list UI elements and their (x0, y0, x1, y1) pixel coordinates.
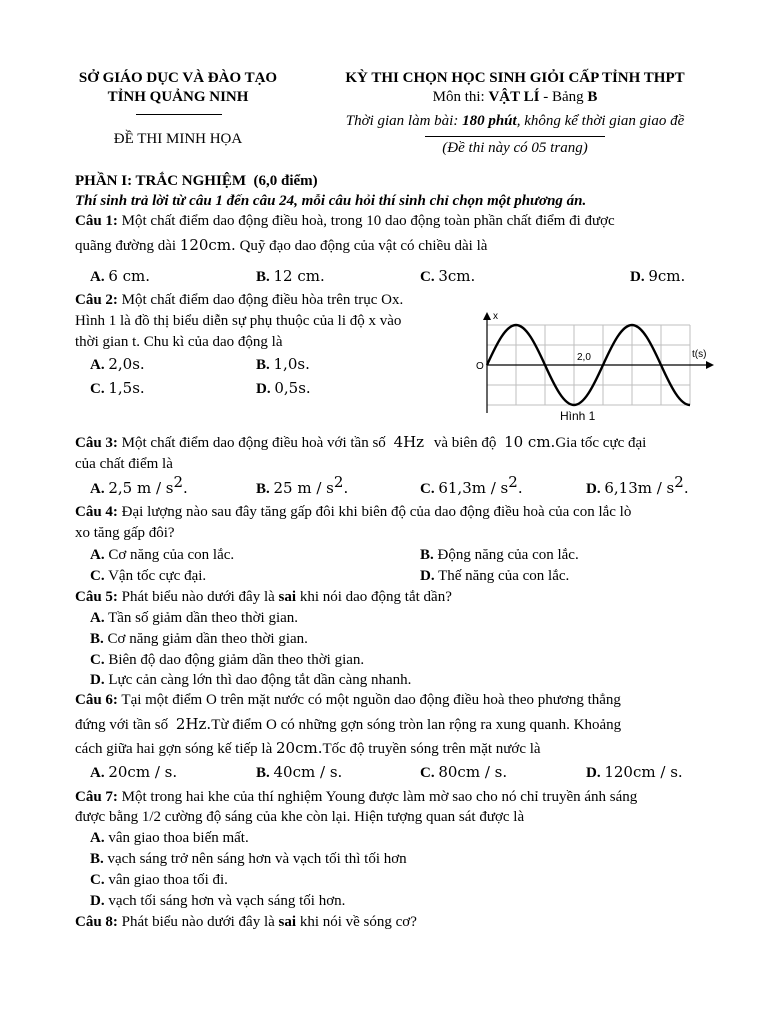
graph-origin-label: O (476, 361, 484, 372)
q3-option-a[interactable]: A. 2,5 m / $s^2$. (90, 473, 188, 497)
question-1-line2: quãng đường dài 120cm. Quỹ đạo dao động của vật có chiều dài là (75, 236, 488, 254)
q5-option-c[interactable]: C. Biên độ dao động giảm dần theo thời gian. (90, 652, 365, 668)
q6-option-d[interactable]: D. 120cm / s. (586, 763, 683, 781)
question-3-line2: của chất điểm là (75, 456, 173, 472)
question-7-line1: Câu 7: Một trong hai khe của thí nghiệm Young được làm mờ sao cho nó chỉ truyền ánh sáng (75, 789, 638, 805)
header-department: SỞ GIÁO DỤC VÀ ĐÀO TẠO (78, 70, 278, 86)
graph-x-label: x (493, 311, 498, 322)
header-page-count: (Đề thi này có 05 trang) (442, 140, 588, 156)
q6-option-b[interactable]: B. 40cm / s. (256, 763, 343, 781)
section-title: PHẦN I: TRẮC NGHIỆM (6,0 điểm) (75, 173, 318, 189)
q5-option-d[interactable]: D. Lực cản càng lớn thì dao động tắt dần càng nhanh. (90, 672, 412, 688)
q4-option-a[interactable]: A. Cơ năng của con lắc. (90, 547, 235, 563)
header-exam-title: KỲ THI CHỌN HỌC SINH GIỎI CẤP TỈNH THPT (345, 70, 685, 86)
section-instruction: Thí sinh trả lời từ câu 1 đến câu 24, mỗi câu hỏi thí sinh chỉ chọn một phương án. (75, 193, 587, 209)
header-right-divider (425, 136, 605, 137)
q7-option-b[interactable]: B. vạch sáng trở nên sáng hơn và vạch tối thì tối hơn (90, 851, 407, 867)
question-6-line3: cách giữa hai gợn sóng kế tiếp là 20cm.Tốc độ truyền sóng trên mặt nước là (75, 739, 541, 757)
oscillation-graph (470, 308, 720, 424)
graph-t-label: t(s) (692, 349, 707, 360)
question-2-line3: thời gian t. Chu kì của dao động là (75, 334, 283, 350)
q2-option-c[interactable]: C. 1,5s. (90, 379, 145, 397)
q1-option-b[interactable]: B. 12 cm. (256, 267, 325, 285)
q2-option-b[interactable]: B. 1,0s. (256, 355, 310, 373)
graph-tick-label: 2,0 (577, 352, 591, 363)
question-6-line2: đứng với tần số 2Hz.Từ điểm O có những gợn sóng tròn lan rộng ra xung quanh. Khoảng (75, 715, 622, 733)
question-6-line1: Câu 6: Tại một điểm O trên mặt nước có một nguồn dao động điều hoà theo phương thẳng (75, 692, 621, 708)
q3-option-b[interactable]: B. 25 m / $s^2$. (256, 473, 349, 497)
question-8-line1: Câu 8: Phát biểu nào dưới đây là sai khi nói về sóng cơ? (75, 914, 417, 930)
q6-option-c[interactable]: C. 80cm / s. (420, 763, 508, 781)
q4-option-d[interactable]: D. Thế năng của con lắc. (420, 568, 570, 584)
header-duration: Thời gian làm bài: 180 phút, không kể thời gian giao đề (345, 113, 685, 129)
question-5-line1: Câu 5: Phát biểu nào dưới đây là sai khi nói dao động tắt dần? (75, 589, 452, 605)
question-4-line1: Câu 4: Đại lượng nào sau đây tăng gấp đôi khi biên độ của dao động điều hoà của con lắc lò (75, 504, 632, 520)
q7-option-d[interactable]: D. vạch tối sáng hơn và vạch sáng tối hơn. (90, 893, 346, 909)
question-3-line1: Câu 3: Một chất điểm dao động điều hoà với tần số 4Hz và biên độ 10 cm.Gia tốc cực đại (75, 433, 647, 451)
q7-option-a[interactable]: A. vân giao thoa biến mất. (90, 830, 249, 846)
q1-option-a[interactable]: A. 6 cm. (90, 267, 151, 285)
header-province: TỈNH QUẢNG NINH (107, 89, 249, 105)
x-axis-arrow-icon (483, 312, 491, 320)
header-exam-type: ĐỀ THI MINH HỌA (113, 131, 243, 147)
question-label: Câu 1: (75, 213, 118, 229)
q5-option-a[interactable]: A. Tần số giảm dần theo thời gian. (90, 610, 299, 626)
q2-option-d[interactable]: D. 0,5s. (256, 379, 311, 397)
q1-option-d[interactable]: D. 9cm. (630, 267, 686, 285)
question-2-line1: Câu 2: Một chất điểm dao động điều hòa trên trục Ox. (75, 292, 404, 308)
question-4-line2: xo tăng gấp đôi? (75, 525, 175, 541)
question-2-line2: Hình 1 là đồ thị biểu diễn sự phụ thuộc của li độ x vào (75, 313, 402, 329)
graph-caption: Hình 1 (560, 409, 596, 423)
q1-option-c[interactable]: C. 3cm. (420, 267, 476, 285)
q3-option-c[interactable]: C. $61,3m / s^2$. (420, 473, 523, 497)
q6-option-a[interactable]: A. 20cm / s. (90, 763, 178, 781)
question-1-line1: Câu 1: Một chất điểm dao động điều hoà, trong 10 dao động toàn phần chất điểm đi được (75, 213, 615, 229)
q2-option-a[interactable]: A. 2,0s. (90, 355, 145, 373)
q7-option-c[interactable]: C. vân giao thoa tối đi. (90, 872, 228, 888)
question-7-line2: được bằng 1/2 cường độ sáng của khe còn lại. Hiện tượng quan sát được là (75, 809, 525, 825)
header-subject: Môn thi: VẬT LÍ - Bảng B (432, 89, 598, 105)
header-left-divider (136, 114, 222, 115)
q4-option-c[interactable]: C. Vận tốc cực đại. (90, 568, 207, 584)
q5-option-b[interactable]: B. Cơ năng giảm dần theo thời gian. (90, 631, 308, 647)
t-axis-arrow-icon (706, 361, 714, 369)
q4-option-b[interactable]: B. Động năng của con lắc. (420, 547, 579, 563)
q3-option-d[interactable]: D. $6,13m / s^2$. (586, 473, 689, 497)
